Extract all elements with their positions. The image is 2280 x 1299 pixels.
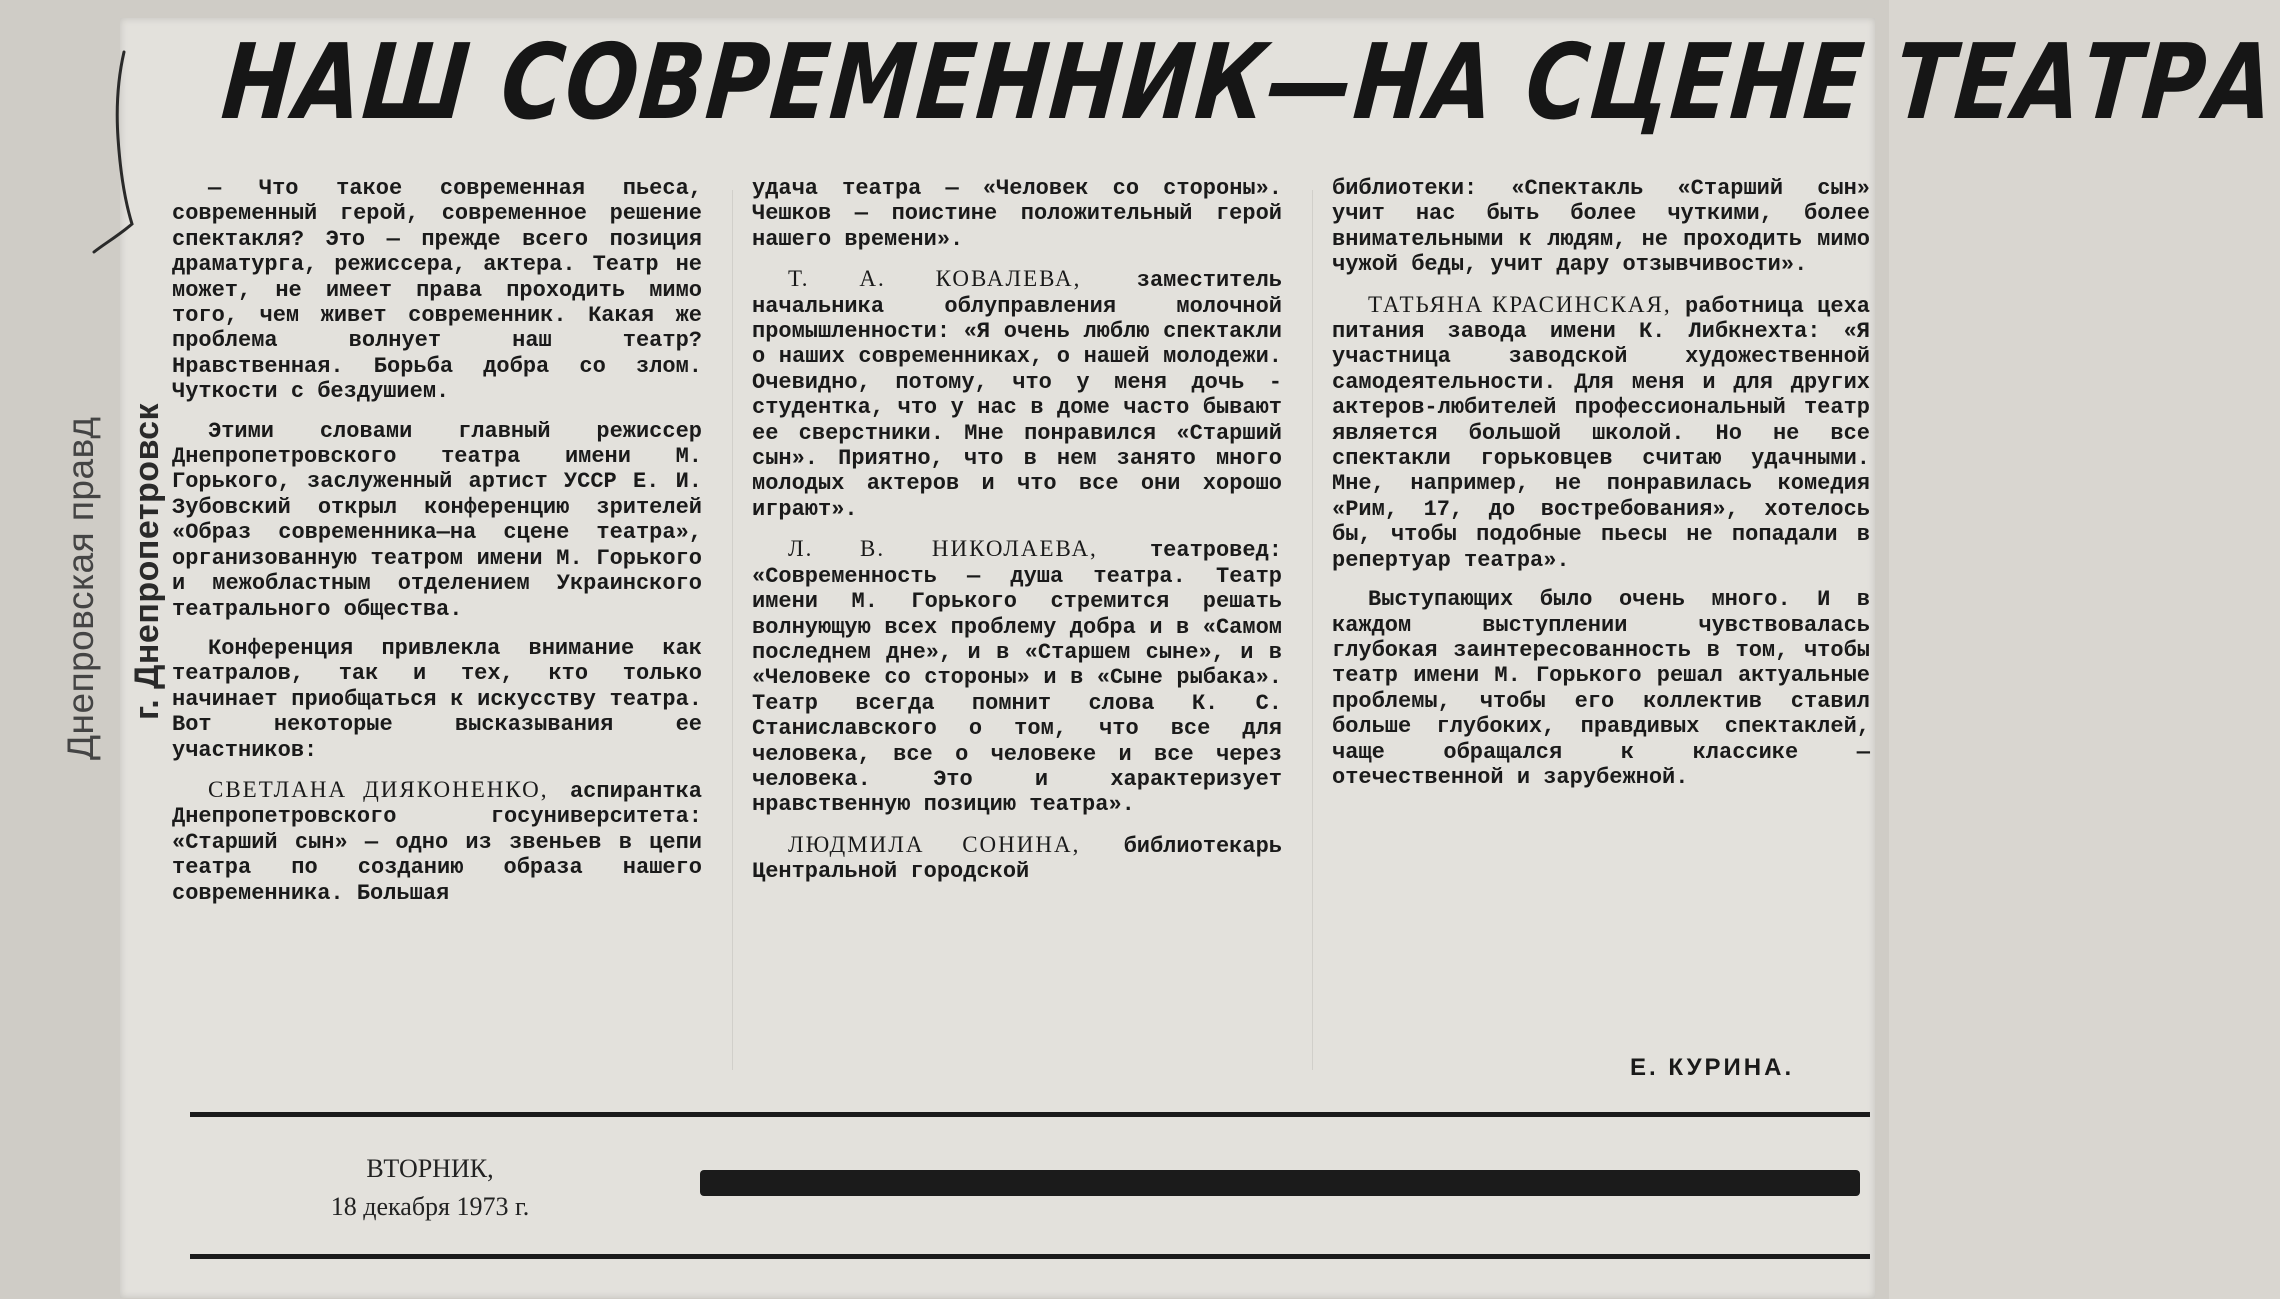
- rule-divider: [190, 1254, 1870, 1259]
- article-column-2: [752, 176, 1282, 899]
- margin-source-note: Днепровская правд: [60, 416, 101, 760]
- speaker-quote: библиотекарь Центральной городской: [752, 833, 1282, 885]
- rule-thick-bar: [700, 1170, 1860, 1196]
- speaker-quote: работница цеха питания завода имени К. Либкнехта: «Я участница заводской художественной самодеятельности. Для меня и для других актеров-любителей профессиональный театр является большой школой. Но не все спектакли горьковцев считаю удачными. Мне, например, не понравилась комедия «Рим, 17, до востребования», хотелось бы, чтобы подобные пьесы не попадали в репертуар театра».: [1332, 293, 1870, 573]
- paragraph: библиотеки: «Спектакль «Старший сын» учит нас быть более чуткими, более внимательными к людям, не проходить мимо чужой беды, учит дару отзывчивости».: [1332, 176, 1870, 278]
- speaker-quote: аспирантка Днепропетровского госуниверситета: «Старший сын» — одно из звеньев в цепи театра по созданию образа нашего современника. Большая: [172, 778, 702, 906]
- speaker-quote: театровед: «Современность — душа театра. Театр имени М. Горького стремится решать волнующую всех проблему добра и в «Самом последнем дне», и в «Старшем сыне», и в «Человеке со стороны» и в «Сыне рыбака». Театр всегда помнит слова К. С. Станиславского о том, что все для человека, все о человеке и все через человека. Это и характеризует нравственную позицию театра».: [752, 538, 1282, 818]
- paragraph: — Что такое современная пьеса, современный герой, современное решение спектакля? Это — прежде всего позиция драматурга, режиссера, актера. Театр не может, не имеет права проходить мимо того, чем живет современник. Какая же проблема волнует наш театр? Нравственная. Борьба добра со злом. Чуткости с бездушием.: [172, 176, 702, 405]
- margin-city-note: г. Днепропетровск: [128, 402, 166, 720]
- speaker-name: ТАТЬЯНА КРАСИНСКАЯ,: [1368, 291, 1672, 317]
- paragraph: Этими словами главный режиссер Днепропетровского театра имени М. Горького, заслуженный артист УССР Е. И. Зубовский открыл конференцию зрителей «Образ современника—на сцене театра», организованную театром имени М. Горького и межобластным отделением Украинского театрального общества.: [172, 418, 702, 622]
- rule-divider: [190, 1112, 1870, 1117]
- speaker-name: СВЕТЛАНА ДИЯКОНЕНКО,: [208, 776, 549, 802]
- paragraph: [752, 536, 1282, 817]
- dateline-weekday: ВТОРНИК,: [366, 1154, 494, 1183]
- handwritten-mark-icon: [88, 48, 158, 258]
- paragraph: [752, 832, 1282, 885]
- column-divider: [732, 190, 733, 1070]
- speaker-quote: заместитель начальника облуправления молочной промышленности: «Я очень люблю спектакли о наших современниках, о нашей молодежи. Очевидно, потому, что у меня дочь - студентка, что у нас в доме часто бывают ее сверстники. Мне понравился «Старший сын». Приятно, что в нем занято много молодых актеров и что все они хорошо играют».: [752, 268, 1282, 522]
- paragraph: Выступающих было очень много. И в каждом выступлении чувствовалась глубокая заинтересованность в том, чтобы театр имени М. Горького решал актуальные проблемы, чтобы его коллектив ставил больше глубоких, правдивых спектаклей, чаще обращался к классике — отечественной и зарубежной.: [1332, 587, 1870, 790]
- paragraph: удача театра — «Человек со стороны». Чешков — поистине положительный герой нашего времени».: [752, 176, 1282, 252]
- paragraph: Конференция привлекла внимание как театралов, так и тех, кто только начинает приобщаться к искусству театра. Вот некоторые высказывания ее участников:: [172, 635, 702, 763]
- article-column-3: [1332, 176, 1870, 804]
- dateline-date: 18 декабря 1973 г.: [330, 1192, 530, 1221]
- paragraph: [1332, 292, 1870, 573]
- column-divider: [1312, 190, 1313, 1070]
- dateline: [270, 1150, 590, 1226]
- speaker-name: Т. А. КОВАЛЕВА,: [788, 266, 1082, 292]
- article-column-1: [172, 176, 702, 920]
- author-byline: Е. КУРИНА.: [1630, 1054, 1795, 1081]
- speaker-name: Л. В. НИКОЛАЕВА,: [788, 536, 1098, 562]
- paragraph: [752, 266, 1282, 522]
- speaker-name: ЛЮДМИЛА СОНИНА,: [788, 831, 1081, 857]
- headline: НАШ СОВРЕМЕННИК—НА СЦЕНЕ ТЕАТРА: [217, 21, 2280, 143]
- paragraph: [172, 777, 702, 906]
